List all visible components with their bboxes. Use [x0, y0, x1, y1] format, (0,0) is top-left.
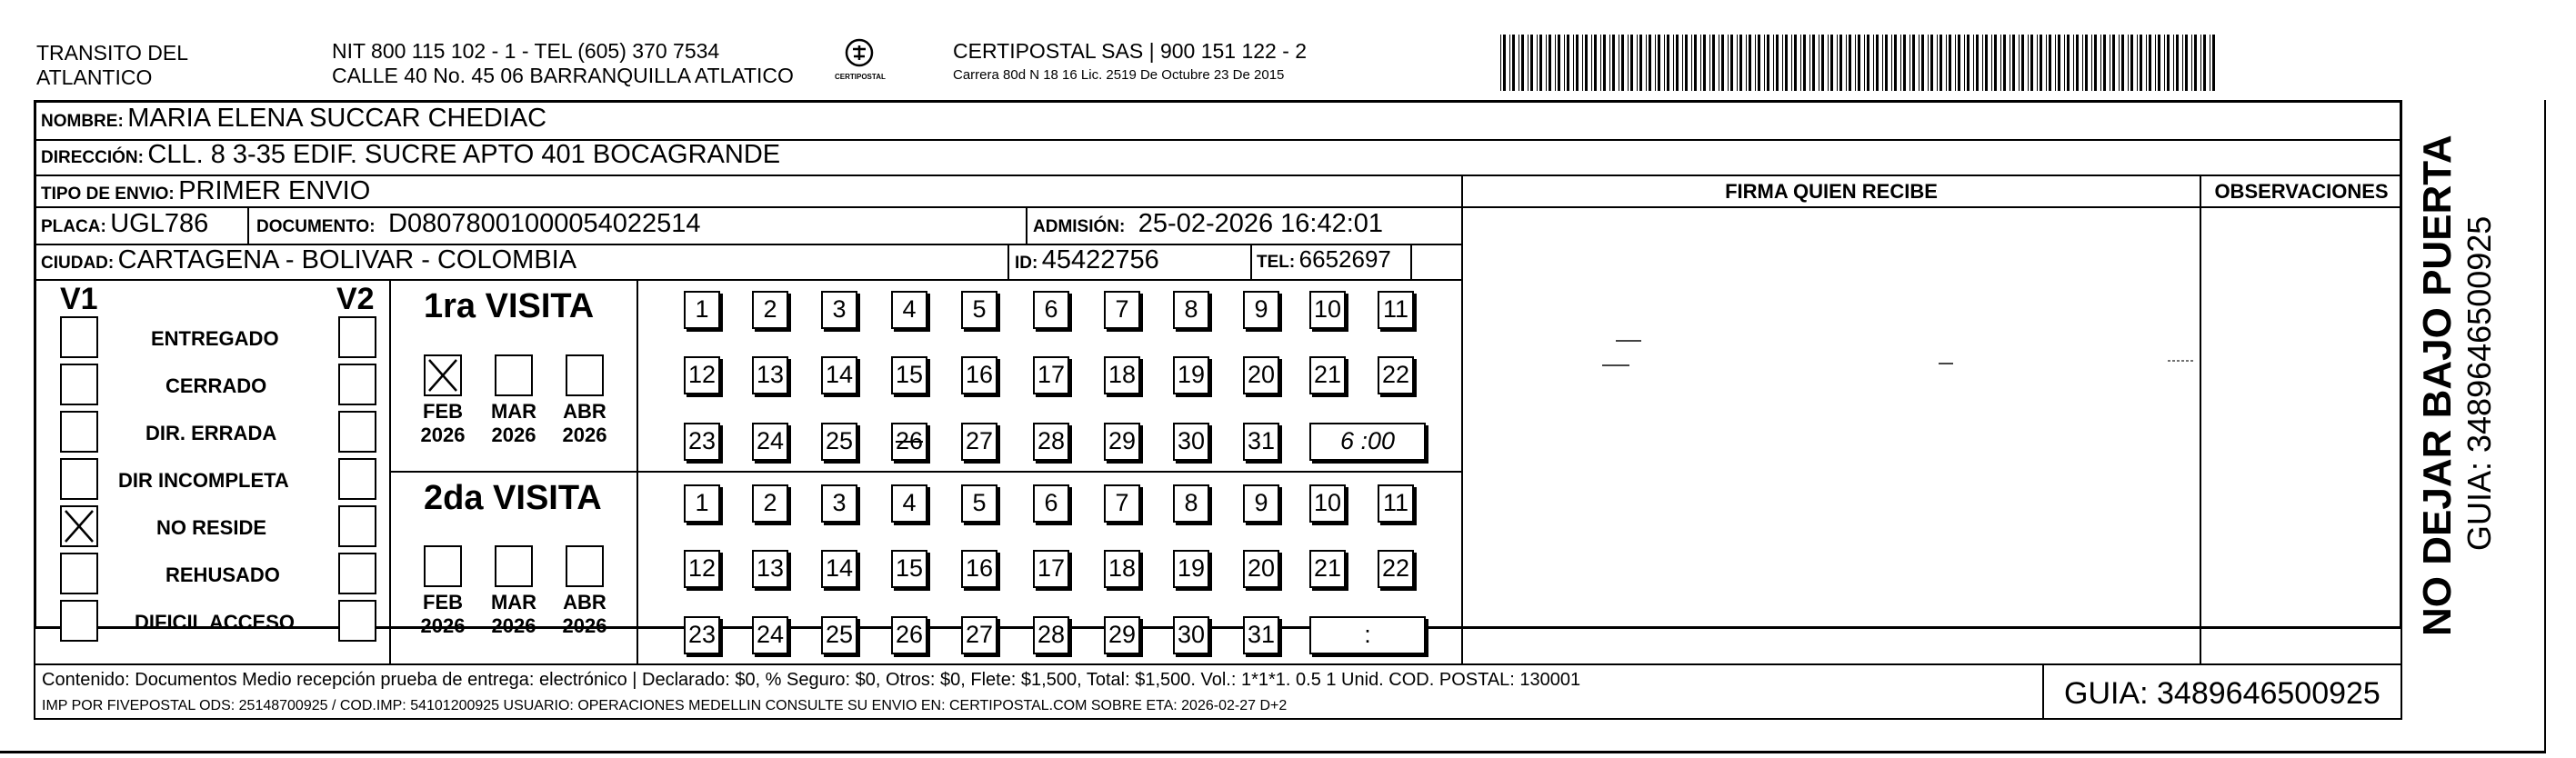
- month-checkbox[interactable]: [495, 545, 533, 587]
- id-row: [1015, 245, 1159, 275]
- month-label: [482, 400, 546, 447]
- city-label: CIUDAD:: [41, 254, 115, 273]
- month-label: [411, 400, 475, 447]
- admission-label: ADMISIÓN:: [1033, 217, 1126, 236]
- day-box[interactable]: 28: [1033, 423, 1069, 461]
- status-label: DIR INCOMPLETA: [118, 469, 289, 492]
- month-checkbox[interactable]: [424, 545, 462, 587]
- day-box[interactable]: 11: [1378, 291, 1414, 329]
- month-checkbox[interactable]: [495, 354, 533, 396]
- address-row: [41, 140, 780, 170]
- company-line2: ATLANTICO: [36, 65, 153, 89]
- day-box[interactable]: 23: [684, 616, 720, 654]
- observations-header: OBSERVACIONES: [2214, 180, 2389, 203]
- v1-checkbox[interactable]: [60, 600, 98, 642]
- day-box[interactable]: 2: [752, 484, 788, 523]
- day-box[interactable]: 8: [1173, 291, 1209, 329]
- day-box[interactable]: 16: [961, 356, 997, 394]
- side-guia: GUIA: 3489646500925: [2461, 215, 2498, 551]
- month-name: FEB: [423, 400, 463, 423]
- month-label: [482, 591, 546, 638]
- name-row: [41, 104, 546, 134]
- name-label: NOMBRE:: [41, 112, 124, 131]
- status-label: REHUSADO: [165, 564, 280, 586]
- city-row: [41, 245, 576, 275]
- id-label: ID:: [1015, 254, 1038, 273]
- day-box[interactable]: 24: [752, 616, 788, 654]
- day-box[interactable]: 3: [821, 484, 857, 523]
- company-contact: [332, 39, 794, 88]
- day-box[interactable]: 5: [961, 484, 997, 523]
- day-box[interactable]: 22: [1378, 550, 1414, 588]
- footer-content-line: Contenido: Documentos Medio recepción prueba de entrega: electrónico | Declarado: $0, % Seguro: $0, Otros: $0, Flete: $1,500, Total: $1,500. Vol.: 1*1*1. 0.5 1 Unid. COD. POSTAL: 130001: [42, 670, 1581, 690]
- footer-guia: GUIA: 3489646500925: [2064, 676, 2381, 711]
- tel-label: TEL:: [1257, 253, 1296, 272]
- day-box[interactable]: 29: [1104, 423, 1140, 461]
- status-label: CERRADO: [165, 374, 267, 397]
- day-box[interactable]: 8: [1173, 484, 1209, 523]
- name-value: MARIA ELENA SUCCAR CHEDIAC: [127, 104, 547, 133]
- day-box[interactable]: 20: [1243, 356, 1279, 394]
- side-warning: NO DEJAR BAJO PUERTA: [2415, 135, 2460, 636]
- day-box[interactable]: 21: [1309, 356, 1346, 394]
- status-label: DIR. ERRADA: [145, 422, 277, 444]
- month-name: ABR: [563, 591, 606, 613]
- day-box[interactable]: 11: [1378, 484, 1414, 523]
- day-box[interactable]: 28: [1033, 616, 1069, 654]
- month-label: [553, 591, 616, 638]
- day-box[interactable]: 4: [891, 291, 927, 329]
- day-box[interactable]: 10: [1309, 484, 1346, 523]
- signature-area[interactable]: [1466, 211, 2197, 662]
- day-box[interactable]: 15: [891, 356, 927, 394]
- month-checkbox[interactable]: [566, 354, 604, 396]
- carrier-line: CERTIPOSTAL SAS | 900 151 122 - 2: [953, 39, 1308, 63]
- v2-checkbox[interactable]: [338, 600, 376, 642]
- v2-checkbox[interactable]: [338, 411, 376, 453]
- day-box[interactable]: 14: [821, 550, 857, 588]
- v1-checkbox[interactable]: [60, 505, 98, 547]
- month-year: 2026: [562, 424, 607, 446]
- day-box[interactable]: 27: [961, 423, 997, 461]
- v1-checkbox[interactable]: [60, 553, 98, 594]
- month-label: [553, 400, 616, 447]
- month-year: 2026: [491, 424, 536, 446]
- address-line: CALLE 40 No. 45 06 BARRANQUILLA ATLATICO: [332, 64, 794, 87]
- document-label: DOCUMENTO:: [256, 217, 376, 236]
- day-box[interactable]: 6: [1033, 291, 1069, 329]
- v2-label: V2: [336, 282, 375, 316]
- v1-label: V1: [60, 282, 98, 316]
- day-box[interactable]: 17: [1033, 356, 1069, 394]
- plate-value: UGL786: [110, 209, 209, 238]
- address-value: CLL. 8 3-35 EDIF. SUCRE APTO 401 BOCAGRANDE: [147, 140, 781, 169]
- day-box[interactable]: 16: [961, 550, 997, 588]
- company-line1: TRANSITO DEL: [36, 41, 188, 65]
- status-label: ENTREGADO: [151, 327, 279, 350]
- month-name: ABR: [563, 400, 606, 423]
- certipostal-logo: [835, 36, 886, 91]
- day-box[interactable]: 4: [891, 484, 927, 523]
- v2-checkbox[interactable]: [338, 458, 376, 500]
- day-box[interactable]: 9: [1243, 484, 1279, 523]
- month-label: [411, 591, 475, 638]
- day-box[interactable]: 12: [684, 356, 720, 394]
- day-box[interactable]: 19: [1173, 356, 1209, 394]
- day-box[interactable]: 7: [1104, 484, 1140, 523]
- day-box[interactable]: 18: [1104, 550, 1140, 588]
- id-value: 45422756: [1041, 245, 1159, 274]
- document-value: D08078001000054022514: [388, 209, 701, 238]
- day-box[interactable]: 20: [1243, 550, 1279, 588]
- v1-checkbox[interactable]: [60, 316, 98, 358]
- day-box[interactable]: 29: [1104, 616, 1140, 654]
- visit2-title: 2da VISITA: [424, 479, 602, 517]
- nit-line: NIT 800 115 102 - 1 - TEL (605) 370 7534: [332, 39, 720, 63]
- day-box[interactable]: 1: [684, 291, 720, 329]
- send-type-value: PRIMER ENVIO: [178, 176, 371, 205]
- plate-row: [41, 209, 208, 239]
- day-box[interactable]: 9: [1243, 291, 1279, 329]
- send-type-row: [41, 176, 370, 206]
- carrier-info: [953, 39, 1307, 85]
- v2-checkbox[interactable]: [338, 505, 376, 547]
- status-label: DIFICIL ACCESO: [135, 611, 296, 633]
- day-box[interactable]: 15: [891, 550, 927, 588]
- company-name: [36, 41, 188, 90]
- v1-checkbox[interactable]: [60, 458, 98, 500]
- month-year: 2026: [420, 424, 466, 446]
- day-box[interactable]: 30: [1173, 616, 1209, 654]
- city-value: CARTAGENA - BOLIVAR - COLOMBIA: [117, 245, 577, 274]
- day-box[interactable]: 26: [891, 423, 927, 461]
- month-name: MAR: [490, 591, 537, 613]
- day-box[interactable]: 24: [752, 423, 788, 461]
- month-name: FEB: [423, 591, 463, 613]
- v2-checkbox[interactable]: [338, 316, 376, 358]
- visit1-title: 1ra VISITA: [424, 287, 595, 325]
- day-box[interactable]: 26: [891, 616, 927, 654]
- day-box[interactable]: 21: [1309, 550, 1346, 588]
- day-box[interactable]: 5: [961, 291, 997, 329]
- day-box[interactable]: 23: [684, 423, 720, 461]
- month-checkbox[interactable]: [566, 545, 604, 587]
- day-box[interactable]: 12: [684, 550, 720, 588]
- day-box[interactable]: 10: [1309, 291, 1346, 329]
- day-box[interactable]: 6: [1033, 484, 1069, 523]
- day-box[interactable]: 30: [1173, 423, 1209, 461]
- day-box[interactable]: 25: [821, 616, 857, 654]
- signature-header: FIRMA QUIEN RECIBE: [1725, 180, 1938, 203]
- month-year: 2026: [420, 614, 466, 637]
- v2-checkbox[interactable]: [338, 553, 376, 594]
- logo-text: CERTIPOSTAL: [835, 73, 886, 81]
- tel-row: [1257, 245, 1391, 274]
- document-row: [256, 209, 701, 239]
- time-box[interactable]: :: [1309, 616, 1426, 654]
- footer-print-line: IMP POR FIVEPOSTAL ODS: 25148700925 / COD.IMP: 54101200925 USUARIO: OPERACIONES MEDELLIN CONSULTE SU ENVIO EN: CERTIPOSTAL.COM SOBRE ETA: 2026-02-27 D+2: [42, 698, 1288, 713]
- day-box[interactable]: 25: [821, 423, 857, 461]
- plate-label: PLACA:: [41, 217, 106, 236]
- tel-value: 6652697: [1298, 245, 1391, 273]
- day-box[interactable]: 1: [684, 484, 720, 523]
- admission-value: 25-02-2026 16:42:01: [1138, 209, 1384, 238]
- v1-checkbox[interactable]: [60, 411, 98, 453]
- day-box[interactable]: 27: [961, 616, 997, 654]
- address-label: DIRECCIÓN:: [41, 148, 144, 167]
- month-year: 2026: [562, 614, 607, 637]
- v2-checkbox[interactable]: [338, 364, 376, 405]
- day-box[interactable]: 18: [1104, 356, 1140, 394]
- day-box[interactable]: 2: [752, 291, 788, 329]
- day-box[interactable]: 3: [821, 291, 857, 329]
- carrier-license: Carrera 80d N 18 16 Lic. 2519 De Octubre 23 De 2015: [953, 67, 1285, 83]
- day-box[interactable]: 19: [1173, 550, 1209, 588]
- day-box[interactable]: 7: [1104, 291, 1140, 329]
- send-type-label: TIPO DE ENVIO:: [41, 185, 175, 204]
- time-box[interactable]: 6 :00: [1309, 423, 1426, 461]
- month-name: MAR: [490, 400, 537, 423]
- day-box[interactable]: 17: [1033, 550, 1069, 588]
- day-box[interactable]: 13: [752, 550, 788, 588]
- observations-area[interactable]: [2204, 211, 2401, 662]
- barcode-icon: [1500, 35, 2228, 91]
- status-label: NO RESIDE: [156, 516, 267, 539]
- month-checkbox[interactable]: [424, 354, 462, 396]
- day-box[interactable]: 13: [752, 356, 788, 394]
- day-box[interactable]: 31: [1243, 616, 1279, 654]
- day-box[interactable]: 31: [1243, 423, 1279, 461]
- day-box[interactable]: 22: [1378, 356, 1414, 394]
- v1-checkbox[interactable]: [60, 364, 98, 405]
- month-year: 2026: [491, 614, 536, 637]
- day-box[interactable]: 14: [821, 356, 857, 394]
- admission-row: [1033, 209, 1383, 239]
